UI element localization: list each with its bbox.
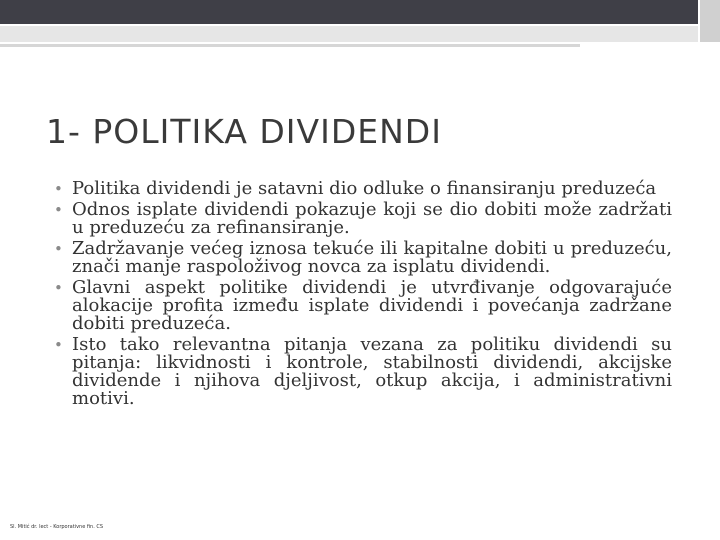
slide-footer: Sl. Mitić dr. lect - Korporativne fin. CS	[10, 524, 104, 530]
top-decor-accent	[700, 0, 720, 42]
bullet-item-1: • Politika dividendi je satavni dio odluke o finansiranju preduzeća	[54, 180, 672, 198]
bullet-item-5: • Isto tako relevantna pitanja vezana za politiku dividendi su pitanja: likvidnosti i kontrole, stabilnosti dividendi, akcijske dividende i njihova djeljivost, otkup akcija, i administrativni motivi.	[54, 336, 672, 408]
bullet-item-4: • Glavni aspekt politike dividendi je utvrđivanje odgovarajuće alokacije profita između isplate dividendi i povećanja zadržane dobiti preduzeća.	[54, 279, 672, 333]
bullet-list	[54, 180, 672, 411]
bullet-item-3: • Zadržavanje većeg iznosa tekuće ili kapitalne dobiti u preduzeću, znači manje raspoloživog novca za isplatu dividendi.	[54, 240, 672, 276]
slide-title: 1- POLITIKA DIVIDENDI	[46, 112, 442, 151]
top-decor-bar-dark	[0, 0, 698, 24]
top-decor-line	[0, 44, 580, 47]
bullet-item-2: • Odnos isplate dividendi pokazuje koji se dio dobiti može zadržati u preduzeću za refinansiranje.	[54, 201, 672, 237]
top-decor-bar-light	[0, 26, 698, 42]
